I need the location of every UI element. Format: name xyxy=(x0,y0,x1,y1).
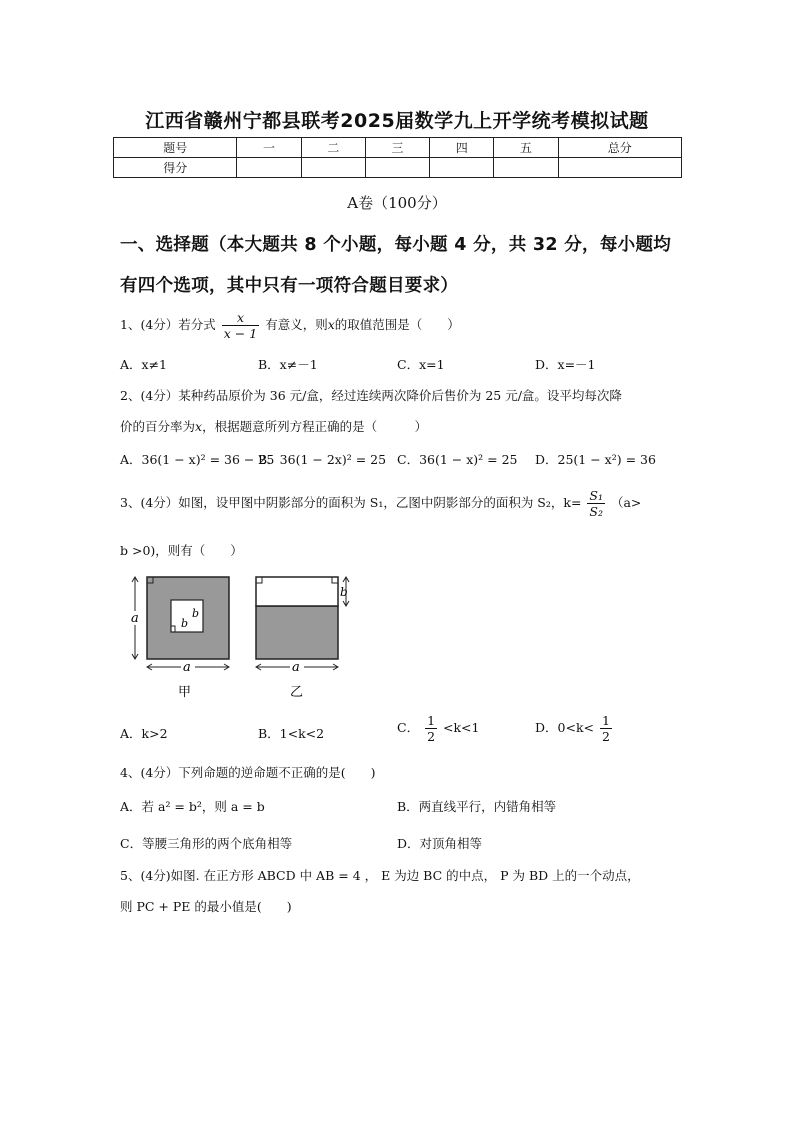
q2-option-b: B．36(1 − 2x)² = 25 xyxy=(258,452,387,467)
score-table-header-row xyxy=(114,138,682,158)
score-cell: 五 xyxy=(494,138,558,158)
question-3-line1 xyxy=(120,488,641,519)
q3-option-c-prefix: C． xyxy=(397,720,420,735)
half-den: 2 xyxy=(427,729,436,744)
q1-var: x xyxy=(327,317,335,332)
q2-option-c: C．36(1 − x)² = 25 xyxy=(397,452,518,467)
score-blank-cell xyxy=(494,158,558,178)
q1-prefix: 1、(4分）若分式 xyxy=(120,317,216,332)
question-1-stem xyxy=(120,310,460,341)
q3-option-a: A．k>2 xyxy=(120,726,168,741)
q3-option-c-half xyxy=(425,713,437,744)
score-table-score-row xyxy=(114,158,682,178)
q3-frac-den: S₂ xyxy=(589,504,603,519)
q1-suffix-a: 有意义，则 xyxy=(265,317,328,332)
q2-line2-b: ，根据题意所列方程正确的是（ ） xyxy=(202,419,428,434)
q1-option-d: D．x=－1 xyxy=(535,357,596,372)
q2-var: x xyxy=(195,419,203,434)
section-a-heading: A卷（100分） xyxy=(347,194,447,212)
score-blank-cell xyxy=(558,158,681,178)
q4-option-c: C．等腰三角形的两个底角相等 xyxy=(120,836,293,851)
q1-option-b: B．x≠－1 xyxy=(258,357,318,372)
q3-option-d-prefix: D．0<k< xyxy=(535,720,594,735)
score-blank-cell xyxy=(365,158,429,178)
jia-side-a: a xyxy=(131,611,139,626)
q2-option-a: A．36(1 − x)² = 36 − 25 xyxy=(120,452,275,467)
q2-line2-a: 价的百分率为 xyxy=(120,419,196,434)
half-num: 1 xyxy=(427,713,436,728)
q3-option-c-suffix: <k<1 xyxy=(443,720,480,735)
q3-option-c xyxy=(397,713,479,744)
q1-frac-num: x xyxy=(222,310,259,326)
half-num: 1 xyxy=(601,713,610,728)
q3-option-b: B．1<k<2 xyxy=(258,726,325,741)
score-cell: 题号 xyxy=(114,138,237,158)
question-3-line2: b >0)，则有（ ） xyxy=(120,543,243,558)
part1-heading-line2: 有四个选项，其中只有一项符合题目要求） xyxy=(120,276,459,296)
jia-label: 甲 xyxy=(178,685,192,700)
q1-fraction xyxy=(222,310,259,341)
score-cell: 二 xyxy=(301,138,365,158)
part1-heading-line1: 一、选择题（本大题共 8 个小题，每小题 4 分，共 32 分，每小题均 xyxy=(120,235,672,255)
jia-bottom-a: a xyxy=(183,660,191,675)
q2-option-d: D．25(1 − x²) = 36 xyxy=(535,452,656,467)
score-blank-cell xyxy=(301,158,365,178)
yi-top-strip xyxy=(256,577,338,606)
q3-frac-num: S₁ xyxy=(589,488,603,503)
jia-inner-b-right: b xyxy=(192,607,200,620)
q3-option-d xyxy=(535,713,614,744)
q4-option-a: A．若 a² = b²，则 a = b xyxy=(120,799,265,814)
score-row-label: 得分 xyxy=(114,158,237,178)
score-cell: 三 xyxy=(365,138,429,158)
yi-bottom-a: a xyxy=(292,660,300,675)
q3-line1-end: （a> xyxy=(610,495,642,510)
q3-fraction xyxy=(587,488,605,519)
q3-figure xyxy=(128,570,358,705)
score-table xyxy=(113,137,682,178)
score-blank-cell xyxy=(237,158,301,178)
question-2-line1: 2、(4分）某种药品原价为 36 元/盒，经过连续两次降价后售价为 25 元/盒。设平均每次降 xyxy=(120,388,622,403)
q1-option-a: A．x≠1 xyxy=(120,357,168,372)
score-cell: 一 xyxy=(237,138,301,158)
yi-shaded-rect xyxy=(256,606,338,659)
jia-inner-b-left: b xyxy=(181,617,189,630)
figure-jia xyxy=(130,577,229,700)
question-5-line1: 5、(4分)如图. 在正方形 ABCD 中 AB = 4 ， E 为边 BC 的中点， P 为 BD 上的一个动点， xyxy=(120,868,640,883)
q1-frac-den: x − 1 xyxy=(223,326,258,341)
question-4-stem: 4、(4分）下列命题的逆命题不正确的是( ) xyxy=(120,765,376,780)
q4-option-b: B．两直线平行，内错角相等 xyxy=(397,799,557,814)
figure-yi xyxy=(256,577,349,700)
question-5-line2: 则 PC + PE 的最小值是( ) xyxy=(120,899,292,914)
score-cell: 四 xyxy=(430,138,494,158)
yi-label: 乙 xyxy=(290,685,304,700)
yi-side-b: b xyxy=(340,585,348,599)
q3-line1: 3、(4分）如图，设甲图中阴影部分的面积为 S₁，乙图中阴影部分的面积为 S₂，k= xyxy=(120,495,582,510)
q4-option-d: D．对顶角相等 xyxy=(397,836,483,851)
score-cell: 总分 xyxy=(558,138,681,158)
half-den: 2 xyxy=(601,729,610,744)
q1-option-c: C．x=1 xyxy=(397,357,445,372)
score-blank-cell xyxy=(430,158,494,178)
question-2-line2 xyxy=(120,417,427,435)
exam-title: 江西省赣州宁都县联考2025届数学九上开学统考模拟试题 xyxy=(145,110,649,132)
q1-suffix-b: 的取值范围是（ ） xyxy=(334,317,460,332)
q3-option-d-half xyxy=(600,713,612,744)
